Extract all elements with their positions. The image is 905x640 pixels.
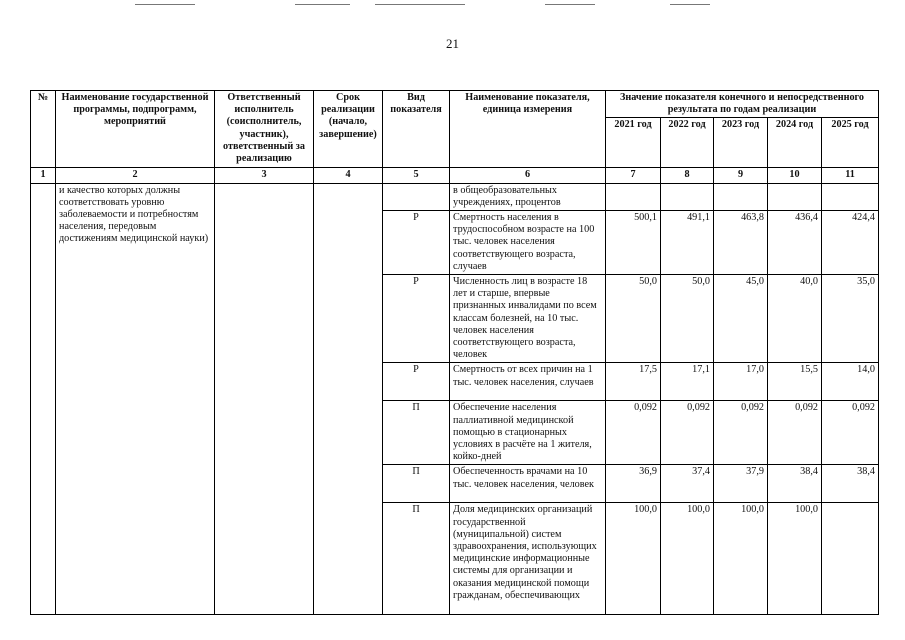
value-cell: 0,092: [714, 401, 768, 465]
scan-mark: [670, 4, 710, 5]
column-number: 7: [606, 168, 661, 183]
program-name-cell: и качество которых должны соответствовать уровню заболеваемости и потребностям населения, передовым достижениям медицинской науки): [56, 183, 215, 615]
value-cell: [822, 183, 879, 210]
scan-mark: [295, 4, 350, 5]
value-cell: 37,4: [661, 465, 714, 503]
column-number: 2: [56, 168, 215, 183]
scan-mark: [135, 4, 195, 5]
value-cell: 500,1: [606, 211, 661, 275]
scan-mark: [545, 4, 595, 5]
responsible-cell: [215, 183, 314, 615]
kind-cell: П: [383, 503, 450, 615]
header-kind: Вид показателя: [383, 91, 450, 168]
value-cell: 38,4: [822, 465, 879, 503]
kind-cell: П: [383, 465, 450, 503]
indicator-cell: Обеспечение населения паллиативной медицинской помощью в стационарных условиях в расчёте на 1 жителя, койко-дней: [450, 401, 606, 465]
value-cell: 424,4: [822, 211, 879, 275]
column-number: 9: [714, 168, 768, 183]
header-indicator: Наименование показателя, единица измерения: [450, 91, 606, 168]
row-no-cell: [31, 183, 56, 615]
value-cell: 35,0: [822, 275, 879, 363]
value-cell: 0,092: [822, 401, 879, 465]
header-year-2023: 2023 год: [714, 118, 768, 168]
header-responsible: Ответственный исполнитель (соисполнитель, участник), ответственный за реализацию: [215, 91, 314, 168]
value-cell: 463,8: [714, 211, 768, 275]
header-value-group: Значение показателя конечного и непосредственного результата по годам реализации: [606, 91, 879, 118]
value-cell: 15,5: [768, 363, 822, 401]
column-number: 10: [768, 168, 822, 183]
value-cell: 100,0: [661, 503, 714, 615]
value-cell: 37,9: [714, 465, 768, 503]
value-cell: 17,5: [606, 363, 661, 401]
kind-cell: Р: [383, 211, 450, 275]
value-cell: 40,0: [768, 275, 822, 363]
value-cell: 36,9: [606, 465, 661, 503]
scan-mark: [375, 4, 465, 5]
page-number: 21: [446, 36, 459, 51]
column-number: 3: [215, 168, 314, 183]
value-cell: [768, 183, 822, 210]
header-year-2021: 2021 год: [606, 118, 661, 168]
column-number: 6: [450, 168, 606, 183]
term-cell: [314, 183, 383, 615]
indicator-cell: Численность лиц в возрасте 18 лет и старше, впервые признанных инвалидами по всем классам болезней, на 10 тыс. человек населения соответствующего возраста, человек: [450, 275, 606, 363]
value-cell: 50,0: [661, 275, 714, 363]
column-number: 5: [383, 168, 450, 183]
value-cell: 50,0: [606, 275, 661, 363]
value-cell: 38,4: [768, 465, 822, 503]
header-year-2022: 2022 год: [661, 118, 714, 168]
header-year-2024: 2024 год: [768, 118, 822, 168]
kind-cell: П: [383, 401, 450, 465]
value-cell: 100,0: [768, 503, 822, 615]
value-cell: 100,0: [714, 503, 768, 615]
indicator-cell: Доля медицинских организаций государственной (муниципальной) систем здравоохранения, использующих медицинские информационные системы для организации и оказания медицинской помощи гражданам, обеспечивающих: [450, 503, 606, 615]
column-number: 11: [822, 168, 879, 183]
header-term: Срок реализации (начало, завершение): [314, 91, 383, 168]
value-cell: 491,1: [661, 211, 714, 275]
indicator-cell: Обеспеченность врачами на 10 тыс. человек населения, человек: [450, 465, 606, 503]
value-cell: [606, 183, 661, 210]
column-number: 8: [661, 168, 714, 183]
table-row: [31, 183, 879, 210]
kind-cell: Р: [383, 275, 450, 363]
value-cell: [661, 183, 714, 210]
value-cell: [714, 183, 768, 210]
value-cell: 100,0: [606, 503, 661, 615]
header-name: Наименование государственной программы, подпрограмм, мероприятий: [56, 91, 215, 168]
value-cell: [822, 503, 879, 615]
header-year-2025: 2025 год: [822, 118, 879, 168]
indicator-cell: в общеобразовательных учреждениях, процентов: [450, 183, 606, 210]
value-cell: 14,0: [822, 363, 879, 401]
value-cell: 45,0: [714, 275, 768, 363]
indicators-table: [30, 90, 879, 615]
column-number: 1: [31, 168, 56, 183]
column-number: 4: [314, 168, 383, 183]
value-cell: 0,092: [606, 401, 661, 465]
value-cell: 17,1: [661, 363, 714, 401]
column-numbers-row: [31, 168, 879, 183]
kind-cell: Р: [383, 363, 450, 401]
indicator-cell: Смертность населения в трудоспособном возрасте на 100 тыс. человек населения соответствующего возраста, случаев: [450, 211, 606, 275]
value-cell: 0,092: [768, 401, 822, 465]
indicator-cell: Смертность от всех причин на 1 тыс. человек населения, случаев: [450, 363, 606, 401]
value-cell: 436,4: [768, 211, 822, 275]
value-cell: 17,0: [714, 363, 768, 401]
header-no: №: [31, 91, 56, 168]
value-cell: 0,092: [661, 401, 714, 465]
kind-cell: [383, 183, 450, 210]
